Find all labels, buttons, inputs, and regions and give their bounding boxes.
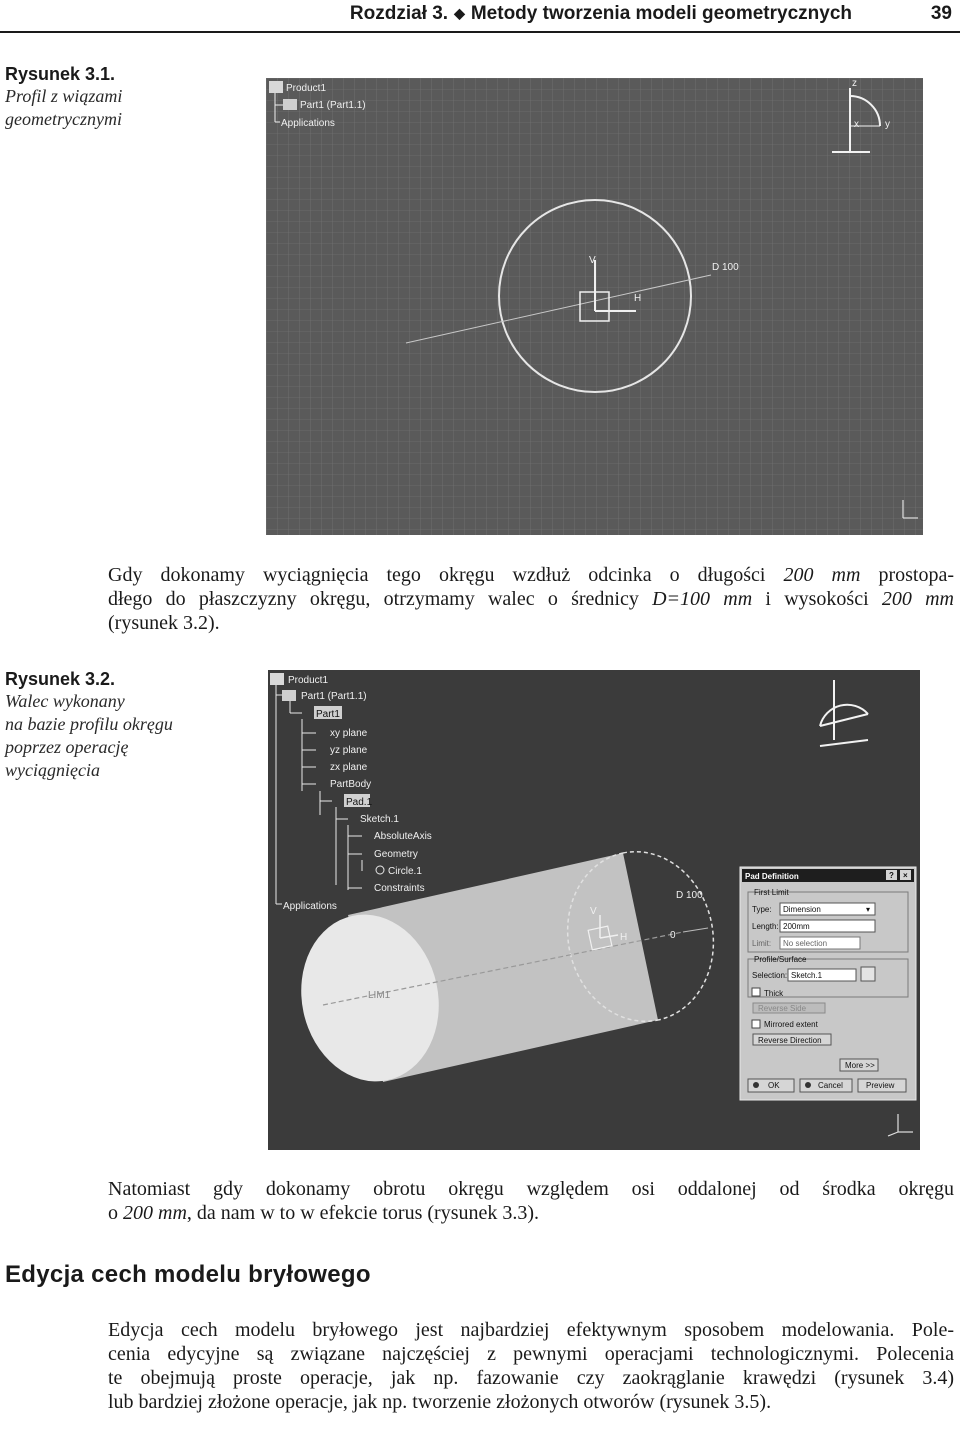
- tree-item: Part1 (Part1.1): [301, 691, 367, 702]
- section-heading: Edycja cech modelu bryłowego: [5, 1261, 371, 1288]
- tree-item: AbsoluteAxis: [374, 831, 432, 842]
- paragraph-3: [108, 1318, 954, 1414]
- tree-item: PartBody: [330, 779, 372, 790]
- figure1-caption-line: Profil z wiązami: [5, 86, 123, 106]
- svg-text:?: ?: [889, 871, 894, 880]
- paragraph-line: te obejmują proste operacje, jak np. fazowanie czy zaokrąglanie krawędzi (rysunek 3.4): [108, 1367, 954, 1389]
- chapter-title: Rozdział 3. ◆ Metody tworzenia modeli geometrycznych: [349, 3, 852, 24]
- figure2-caption-line: na bazie profilu okręgu: [5, 714, 173, 734]
- cancel-icon: [805, 1082, 811, 1088]
- origin-label: 0: [670, 930, 676, 941]
- first-limit-group-label: First Limit: [754, 888, 789, 897]
- profile-surface-group-label: Profile/Surface: [754, 955, 807, 964]
- tree-item: Part1: [316, 709, 340, 720]
- figure1-caption-line: geometrycznymi: [5, 109, 122, 129]
- reverse-side-label: Reverse Side: [758, 1004, 807, 1013]
- close-icon: ×: [903, 871, 908, 880]
- thick-checkbox[interactable]: [752, 988, 760, 996]
- tree-item: Circle.1: [388, 866, 422, 877]
- tree-item: zx plane: [330, 762, 368, 773]
- figure1-sketch-screenshot: [266, 78, 923, 535]
- length-label: Length:: [752, 922, 779, 931]
- thick-label: Thick: [764, 989, 784, 998]
- figure1-caption-label: Rysunek 3.1.: [5, 64, 116, 84]
- figure2-caption: [5, 668, 173, 782]
- axis-v-label: V: [589, 255, 596, 266]
- type-label: Type:: [752, 905, 772, 914]
- more-label: More >>: [845, 1061, 875, 1070]
- figure2-caption-line: poprzez operację: [5, 737, 129, 757]
- dialog-title: Pad Definition: [745, 872, 799, 881]
- limit-label: LIM1: [368, 990, 391, 1001]
- dimension-label: D 100: [712, 262, 739, 273]
- axis-x-label: x: [854, 119, 859, 130]
- cancel-label: Cancel: [818, 1081, 843, 1090]
- running-header: [0, 0, 960, 32]
- ok-label: OK: [768, 1081, 780, 1090]
- paragraph-line: (rysunek 3.2).: [108, 612, 220, 634]
- paragraph-line: cenia edycyjne są związane najczęściej z pewnymi operacjami technologicznymi. Polecenia: [108, 1343, 954, 1365]
- paragraph-line: Gdy dokonamy wyciągnięcia tego okręgu wzdłuż odcinka o długości 200 mm prostopa-: [108, 564, 954, 586]
- paragraph-line: dłego do płaszczyzny okręgu, otrzymamy walec o średnicy D=100 mm i wysokości 200 mm: [108, 588, 955, 610]
- axis-h-label: H: [620, 932, 628, 943]
- tree-item: Product1: [286, 83, 327, 94]
- tree-item: Sketch.1: [360, 814, 399, 825]
- tree-item: yz plane: [330, 745, 368, 756]
- figure2-caption-label: Rysunek 3.2.: [5, 669, 116, 689]
- tree-item: Applications: [281, 118, 335, 129]
- ok-icon: [753, 1082, 759, 1088]
- paragraph-2: [108, 1177, 954, 1225]
- axis-z-label: z: [852, 78, 857, 89]
- paragraph-line: lub bardziej złożone operacje, jak np. tworzenie złożonych otworów (rysunek 3.5).: [108, 1391, 772, 1413]
- mirrored-extent-label: Mirrored extent: [764, 1020, 818, 1029]
- paragraph-1: [108, 563, 954, 635]
- diamond-icon: ◆: [454, 5, 465, 21]
- header-rule: [0, 31, 960, 33]
- tree-item: Geometry: [374, 849, 418, 860]
- figure2-caption-line: wyciągnięcia: [5, 760, 100, 780]
- tree-item: Pad.1: [346, 797, 373, 808]
- selection-label: Selection:: [752, 971, 788, 980]
- preview-label: Preview: [866, 1081, 895, 1090]
- tree-item: xy plane: [330, 728, 368, 739]
- axis-h-label: H: [634, 293, 642, 304]
- chevron-down-icon: ▾: [866, 905, 871, 914]
- tree-item: Product1: [288, 675, 329, 686]
- reverse-direction-label: Reverse Direction: [758, 1036, 822, 1045]
- limit-field-label: Limit:: [752, 939, 772, 948]
- axis-v-label: V: [590, 906, 597, 917]
- pad-definition-dialog: [740, 867, 916, 1100]
- paragraph-line: Edycja cech modelu bryłowego jest najbardziej efektywnym sposobem modelowania. Pole-: [108, 1319, 954, 1341]
- sketch-button[interactable]: [861, 967, 875, 981]
- type-value: Dimension: [783, 905, 821, 914]
- paragraph-line: Natomiast gdy dokonamy obrotu okręgu względem osi oddalonej od środka okręgu: [108, 1178, 954, 1200]
- mirrored-extent-checkbox[interactable]: [752, 1020, 760, 1028]
- dimension-label: D 100: [676, 890, 703, 901]
- figure1-caption: [5, 63, 122, 131]
- tree-item: Part1 (Part1.1): [300, 100, 366, 111]
- paragraph-line: o 200 mm, da nam w to w efekcie torus (rysunek 3.3).: [108, 1202, 540, 1224]
- tree-item: Applications: [283, 901, 337, 912]
- selection-value: Sketch.1: [791, 971, 823, 980]
- axis-y-label: y: [885, 119, 890, 130]
- figure2-caption-line: Walec wykonany: [5, 691, 125, 711]
- page-number: 39: [930, 3, 952, 24]
- limit-value: No selection: [783, 939, 828, 948]
- figure2-pad-screenshot: [268, 670, 920, 1150]
- tree-item: Constraints: [374, 883, 425, 894]
- length-value: 200mm: [783, 922, 810, 931]
